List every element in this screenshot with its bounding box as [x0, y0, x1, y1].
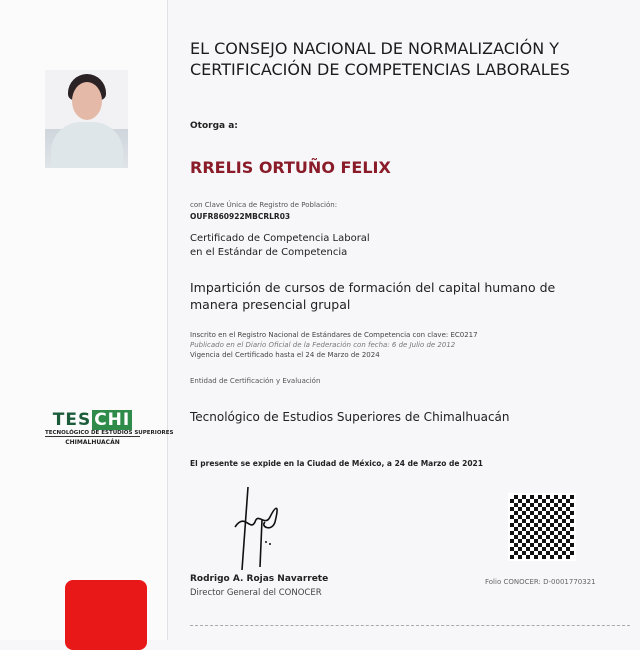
- footer-divider: [190, 625, 630, 626]
- published-line: Publicado en el Diario Oficial de la Federación con fecha: 6 de Julio de 2012: [190, 341, 456, 349]
- left-panel: [0, 0, 174, 640]
- logo-subtitle: TECNOLÓGICO DE ESTUDIOS SUPERIORES: [45, 430, 174, 436]
- qr-code-icon: [508, 493, 576, 561]
- curp-value: OUFR860922MBCRLR03: [190, 212, 291, 221]
- folio-number: Folio CONOCER: D-0001770321: [485, 578, 596, 586]
- cert-line-2: en el Estándar de Competencia: [190, 247, 348, 258]
- registry-line: Inscrito en el Registro Nacional de Estándares de Competencia con clave: EC0217: [190, 331, 478, 339]
- cert-line-1: Certificado de Competencia Laboral: [190, 233, 370, 244]
- issue-statement: El presente se expide en la Ciudad de México, a 24 de Marzo de 2021: [190, 459, 483, 468]
- entity-name: Tecnológico de Estudios Superiores de Chimalhuacán: [190, 410, 510, 424]
- issuer-title: EL CONSEJO NACIONAL DE NORMALIZACIÓN Y CERTIFICACIÓN DE COMPETENCIAS LABORALES: [190, 39, 570, 79]
- recipient-name: RRELIS ORTUÑO FELIX: [190, 158, 391, 177]
- standard-name: Impartición de cursos de formación del capital humano de manera presencial grupal: [190, 280, 556, 312]
- logo-mark-b: CHI: [94, 410, 131, 430]
- curp-label: con Clave Única de Registro de Población:: [190, 201, 338, 209]
- entity-label: Entidad de Certificación y Evaluación: [190, 377, 321, 385]
- signer-name: Rodrigo A. Rojas Navarrete: [190, 574, 329, 584]
- logo-mark-a: TES: [52, 410, 92, 430]
- validity-line: Vigencia del Certificado hasta el 24 de Marzo de 2024: [190, 351, 380, 359]
- registry-info: [190, 330, 478, 360]
- signature-icon: [230, 482, 290, 572]
- recipient-photo: [45, 70, 128, 168]
- signer-title: Director General del CONOCER: [190, 588, 322, 598]
- teschi-logo: [45, 410, 174, 446]
- certificate-type: [190, 232, 370, 260]
- logo-city: CHIMALHUACÁN: [65, 439, 120, 446]
- otorga-label: Otorga a:: [190, 121, 238, 131]
